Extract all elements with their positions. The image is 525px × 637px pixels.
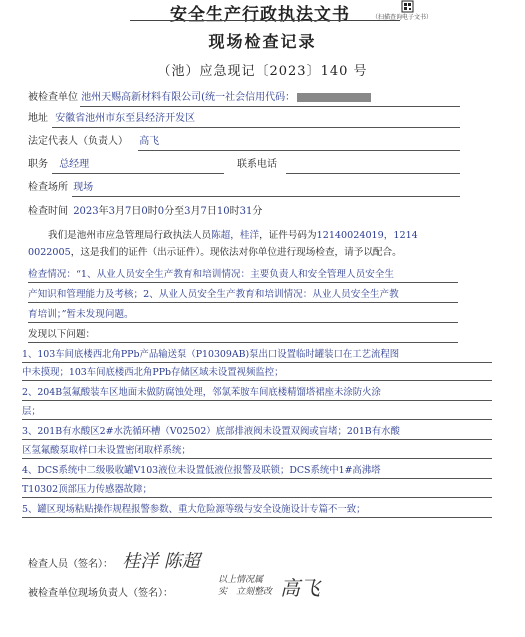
redaction-block — [297, 93, 371, 102]
inspection-line-3: 育培训；”暂未发现问题。 — [28, 309, 134, 320]
underline — [22, 400, 492, 401]
statement-text: ，这是我们的证件（出示证件）。现依法对你单位进行现场检查，请予以配合。 — [70, 247, 402, 258]
time-unit: 日 — [206, 206, 217, 217]
inspected-unit-row — [28, 91, 371, 105]
address-value: 安徽省池州市东至县经济开发区 — [55, 113, 196, 124]
inspector-signature-label: 检查人员（签名）： — [28, 559, 113, 570]
underline — [22, 380, 492, 381]
underline — [286, 173, 460, 174]
time-month-start: 3 — [108, 206, 116, 217]
time-minute-end: 31 — [239, 206, 253, 217]
time-day-end: 7 — [200, 206, 207, 217]
time-row — [28, 205, 262, 219]
found-label: 发现以下问题： — [28, 329, 96, 340]
time-unit: 分 — [252, 206, 263, 217]
responsible-note-line: 以上情况属 — [218, 575, 264, 585]
address-label: 地址 — [28, 113, 48, 124]
finding-4-line-1: 4、DCS系统中二级吸收罐V103液位未设置低液位报警及联锁；DCS系统中1#高沸塔 — [22, 465, 381, 476]
responsible-note-line: 实 立刻整改 — [218, 587, 273, 597]
responsible-signature-row — [28, 584, 173, 599]
underline — [22, 497, 492, 498]
underline — [22, 478, 492, 479]
underline — [28, 342, 458, 343]
position-label: 职务 — [28, 159, 48, 170]
finding-4-line-2: T10302顶部压力传感器故障； — [22, 484, 152, 495]
position-row — [28, 158, 89, 172]
address-row — [28, 112, 195, 126]
document-number: （池）应急现记〔2023〕140 号 — [157, 64, 368, 79]
qr-caption: （扫描查询电子文书） — [372, 14, 433, 21]
legal-rep-value: 高飞 — [139, 136, 160, 147]
officer-ids: 12140024019，1214 — [316, 230, 418, 241]
underline — [22, 458, 492, 459]
time-hour-start: 0 — [141, 206, 148, 217]
officer-statement-cont — [28, 244, 483, 261]
inspection-line-2: 产知识和管理能力及考核；2、从业人员安全生产教育和培训情况：从业人员安全生产教 — [28, 289, 399, 300]
underline — [22, 439, 492, 440]
time-unit: 分至 — [164, 206, 185, 217]
officer-ids-cont: 0022005 — [28, 247, 71, 258]
inspection-line-1: 检查情况：“1、从业人员安全生产教育和培训情况：主要负责人和安全管理人员安全生 — [28, 269, 394, 280]
underline — [22, 517, 492, 518]
statement-text: ，证件号码为 — [259, 230, 317, 241]
underline — [80, 106, 460, 107]
finding-3-line-2: 区氢氟酸泵取样口未设置密闭取样系统； — [22, 445, 191, 456]
page-title: 现场检查记录 — [208, 32, 317, 51]
phone-row — [237, 158, 277, 172]
underline — [22, 419, 492, 420]
inspected-unit-label: 被检查单位 — [28, 92, 78, 103]
place-label: 检查场所 — [28, 182, 68, 193]
document-type-header: 安全生产行政执法文书 — [170, 5, 350, 25]
underline — [22, 362, 492, 363]
finding-5-line-1: 5、罐区现场粘贴操作规程报警参数、重大危险源等级与安全设施设计专篇不一致； — [22, 504, 366, 515]
time-month-end: 3 — [184, 206, 191, 217]
time-unit: 时 — [229, 206, 240, 217]
place-row — [28, 181, 93, 195]
underline — [72, 196, 460, 197]
time-unit: 日 — [131, 206, 142, 217]
legal-rep-row — [28, 135, 159, 149]
responsible-signature: 高飞 — [280, 576, 320, 600]
position-value: 总经理 — [59, 159, 90, 170]
time-year: 2023 — [73, 206, 99, 217]
inspected-unit-value: 池州天赐高新材料有限公司(统一社会信用代码： — [81, 92, 296, 103]
underline — [138, 150, 460, 151]
underline — [52, 173, 224, 174]
underline — [28, 322, 458, 323]
legal-rep-label: 法定代表人（负责人） — [28, 136, 128, 147]
time-unit: 月 — [190, 206, 201, 217]
inspector-signature-row — [28, 547, 200, 573]
time-unit: 时 — [147, 206, 158, 217]
finding-2-line-2: 层； — [22, 406, 41, 417]
underline — [28, 282, 458, 283]
responsible-signature-label: 被检查单位现场负责人（签名）： — [28, 588, 173, 599]
underline — [28, 302, 458, 303]
finding-1-line-2: 中未摸现；103车间底楼西北角PPb存储区域未设置视频监控； — [22, 367, 284, 378]
time-label: 检查时间 — [28, 206, 68, 217]
time-minute-start: 0 — [157, 206, 165, 217]
officer-statement — [28, 227, 483, 244]
time-unit: 月 — [115, 206, 126, 217]
finding-1-line-1: 1、103车间底楼西北角PPb产品输送泵（P10309AB)泵出口设置临时罐装口在工艺流程图 — [22, 349, 400, 360]
header-rule — [130, 20, 400, 21]
finding-2-line-1: 2、204B氢氟酸装车区地面未做防腐蚀处理，邻氯苯胺车间底楼精馏塔裙座未涂防火涂 — [22, 387, 381, 398]
officer-names: 陈超，桂洋 — [211, 230, 260, 241]
statement-text: 我们是池州市应急管理局行政执法人员 — [48, 230, 212, 241]
phone-label: 联系电话 — [237, 159, 277, 170]
time-day-start: 7 — [125, 206, 132, 217]
underline — [52, 127, 460, 128]
finding-3-line-1: 3、201B有水酸区2#水洗循环槽（V02502）底部排液阀未设置双阀或盲堵；201B有水酸 — [22, 426, 400, 437]
responsible-note — [218, 574, 272, 598]
inspector-signature: 桂洋 陈超 — [122, 551, 200, 572]
time-hour-end: 10 — [216, 206, 230, 217]
place-value: 现场 — [73, 182, 94, 193]
time-unit: 年 — [98, 206, 109, 217]
